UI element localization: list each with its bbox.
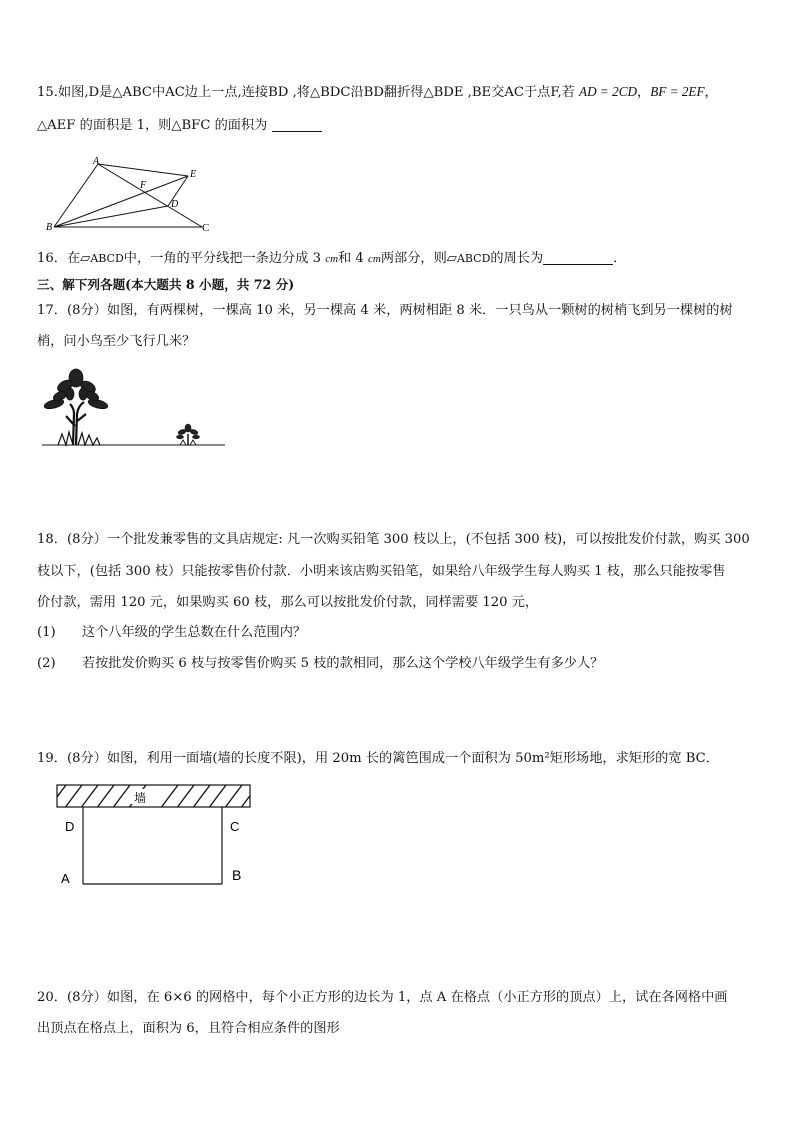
q17-trees-figure — [40, 366, 230, 451]
q16-unit-1: cm — [325, 253, 339, 265]
q16-answer-blank[interactable] — [543, 250, 613, 265]
q15-label-a: A — [93, 156, 100, 167]
q15-line-2 — [37, 117, 322, 135]
q15-answer-blank[interactable] — [272, 117, 322, 132]
q15-tail: ， — [704, 85, 718, 100]
q18-sub-1 — [37, 624, 306, 642]
q19-label-c: C — [230, 819, 240, 834]
q19-label-d: D — [65, 819, 75, 834]
q16-mid-3: 两部分，则 — [380, 251, 447, 266]
q16-suffix: 的周长为 — [490, 251, 544, 266]
q19-rectangle-figure — [55, 783, 255, 893]
section-three-heading: 三、解下列各题(本大题共 8 小题，共 72 分) — [37, 277, 295, 292]
q16-unit-2: cm — [368, 253, 381, 265]
q18-line-3: 价付款，需用 120 元，如果购买 60 枝，那么可以按批发价付款，同样需要 120 元， — [37, 595, 539, 610]
tall-tree-icon — [43, 369, 108, 445]
q15-label-d: D — [171, 199, 179, 210]
q19-label-a: A — [61, 871, 70, 886]
wall-label: 墙 — [134, 791, 147, 805]
q19-label-b: B — [232, 867, 242, 883]
q15-label-f: F — [140, 180, 147, 191]
q18-sub-2-text: 若按批发价购买 6 枝与按零售价购买 5 枝的款相同，那么这个学校八年级学生有多少人？ — [81, 656, 604, 671]
q15-label-c: C — [202, 222, 210, 234]
q17-line-2: 梢，问小鸟至少飞行几米？ — [37, 334, 196, 349]
q20-line-1: 20．(8分）如图，在 6×6 的网格中，每个小正方形的边长为 1，点 A 在格点（小正方形的顶点）上，试在各网格中画 — [37, 990, 728, 1005]
q15-triangle-figure — [40, 156, 240, 236]
parallelogram-symbol-1: ▱ — [80, 251, 91, 266]
q15-label-e: E — [190, 169, 197, 180]
q16-shape-1: ABCD — [90, 252, 124, 265]
q15-question: △AEF 的面积是 1，则△BFC 的面积为 — [37, 118, 268, 133]
q17-line-1: 17．(8分）如图，有两棵树，一棵高 10 米，另一棵高 4 米，两树相距 8 米．一只鸟从一颗树的树梢飞到另一棵树的树 — [37, 303, 733, 318]
q18-sub-2-number: (2) — [37, 656, 56, 671]
q15-line-1 — [37, 83, 718, 102]
q16-prefix: 16．在 — [37, 251, 81, 266]
q16-mid-1: 中，一角的平分线把一条边分成 3 — [123, 251, 321, 266]
q18-line-1: 18．(8分）一个批发兼零售的文具店规定: 凡一次购买铅笔 300 枝以上，(不包括 300 枝)，可以按批发价付款，购买 300 — [37, 532, 750, 547]
q15-condition-2: BF = 2EF — [650, 84, 705, 99]
q15-separator: ， — [637, 85, 651, 100]
parallelogram-symbol-2: ▱ — [446, 251, 457, 266]
q18-sub-1-number: (1) — [37, 625, 56, 640]
q18-sub-2 — [37, 655, 603, 673]
q20-line-2: 出顶点在格点上，面积为 6，且符合相应条件的图形 — [37, 1021, 340, 1036]
short-tree-icon — [177, 424, 200, 445]
q18-line-2: 枝以下，(包括 300 枝）只能按零售价付款．小明来该店购买铅笔，如果给八年级学生每人购买 1 枝，那么只能按零售 — [37, 564, 726, 579]
q16-end: ． — [613, 251, 627, 266]
q16-shape-2: ABCD — [456, 252, 491, 265]
q15-text: 15.如图,D是△ABC中AC边上一点,连接BD ,将△BDC沿BD翻折得△BDE ,BE交AC于点F,若 — [37, 85, 575, 100]
q15-label-b: B — [46, 222, 53, 233]
q16-line — [37, 250, 626, 268]
q16-mid-2: 和 4 — [338, 251, 364, 266]
q15-condition-1: AD = 2CD — [579, 84, 638, 99]
wall-rect — [57, 785, 250, 807]
q19-line: 19．(8分）如图，利用一面墙(墙的长度不限)，用 20m 长的篱笆围成一个面积为 50m²矩形场地，求矩形的宽 BC． — [37, 751, 719, 766]
q18-sub-1-text: 这个八年级的学生总数在什么范围内？ — [81, 625, 307, 640]
